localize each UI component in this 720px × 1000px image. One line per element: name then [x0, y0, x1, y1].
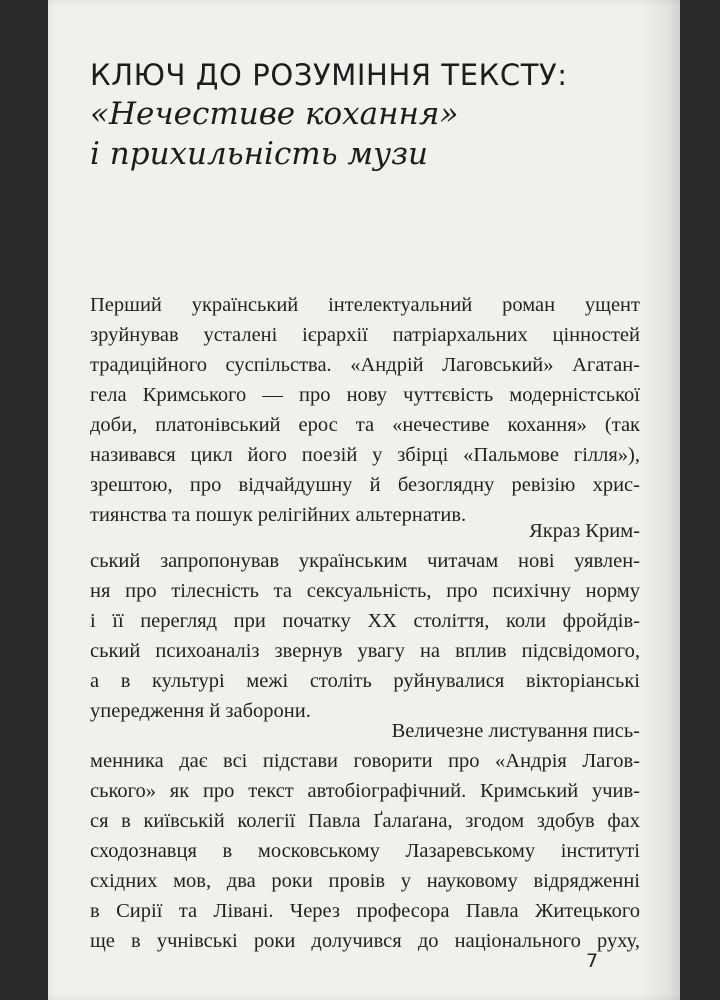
- page-edge-shadow: [640, 0, 680, 1000]
- underlined-text: а в культурі межі століть руйнувалися вікторіанські: [90, 668, 640, 696]
- paragraph-line: тиянства та пошук релігійних альтернатив.: [90, 504, 467, 526]
- paragraph-line: традиційного суспільства. «Андрій Лаговський» Агатан-: [90, 354, 640, 376]
- underlined-text: упередження й заборони.: [90, 698, 311, 726]
- paragraph-line: доби, платонівський ерос та «нечестиве кохання» (так: [90, 414, 640, 436]
- paragraph-line: [90, 516, 640, 546]
- paragraph-line: ся в київській колегії Павла Ґалаґана, згодом здобув фах: [90, 810, 640, 832]
- paragraph-line: Перший український інтелектуальний роман ущент: [90, 294, 640, 316]
- chapter-title-line-1: КЛЮЧ ДО РОЗУМІННЯ ТЕКСТУ:: [90, 58, 568, 92]
- paragraph-1: [90, 290, 640, 530]
- underlined-text: ський запропонував українським читачам нові уявлен-: [90, 548, 640, 576]
- underlined-text: ський психоаналіз звернув увагу на вплив підсвідомого,: [90, 638, 640, 666]
- paragraph-line: [90, 636, 640, 666]
- paragraph-line: в Сирії та Лівані. Через професора Павла Житецького: [90, 900, 640, 922]
- paragraph-line: [90, 576, 640, 606]
- paragraph-line: [90, 546, 640, 576]
- chapter-title-line-2: «Нечестиве кохання»: [90, 96, 459, 132]
- paragraph-3: [90, 716, 640, 956]
- paragraph-line: Величезне листування пись-: [391, 720, 640, 742]
- paragraph-line: сходознавця в московському Лазаревському інституті: [90, 840, 640, 862]
- underlined-text: ня про тілесність та сексуальність, про психічну норму: [90, 578, 640, 606]
- underlined-text: і її перегляд при початку XX століття, коли фройдів-: [90, 608, 640, 636]
- chapter-title-line-3: і прихильність музи: [90, 136, 428, 172]
- paragraph-line: називався цикл його поезій у збірці «Пальмове гілля»),: [90, 444, 640, 466]
- paragraph-line: гела Кримського — про нову чуттєвість модерністської: [90, 384, 640, 406]
- underlined-text: Якраз Крим-: [529, 518, 640, 546]
- paragraph-line: менника дає всі підстави говорити про «Андрія Лагов-: [90, 750, 640, 772]
- paragraph-line: ще в учнівські роки долучився до національного руху,: [90, 930, 640, 952]
- paragraph-line: зрештою, про відчайдушну й безоглядну ревізію хрис-: [90, 474, 640, 496]
- paragraph-line: східних мов, два роки провів у науковому відрядженні: [90, 870, 640, 892]
- paragraph-line: зруйнував усталені ієрархії патріархальних цінностей: [90, 324, 640, 346]
- paragraph-line: ського» як про текст автобіографічний. Кримський учив-: [90, 780, 640, 802]
- book-page: [48, 0, 680, 1000]
- paragraph-line: [90, 606, 640, 636]
- paragraph-line: [90, 666, 640, 696]
- paragraph-2-underlined: [90, 516, 640, 726]
- page-number: 7: [586, 950, 599, 972]
